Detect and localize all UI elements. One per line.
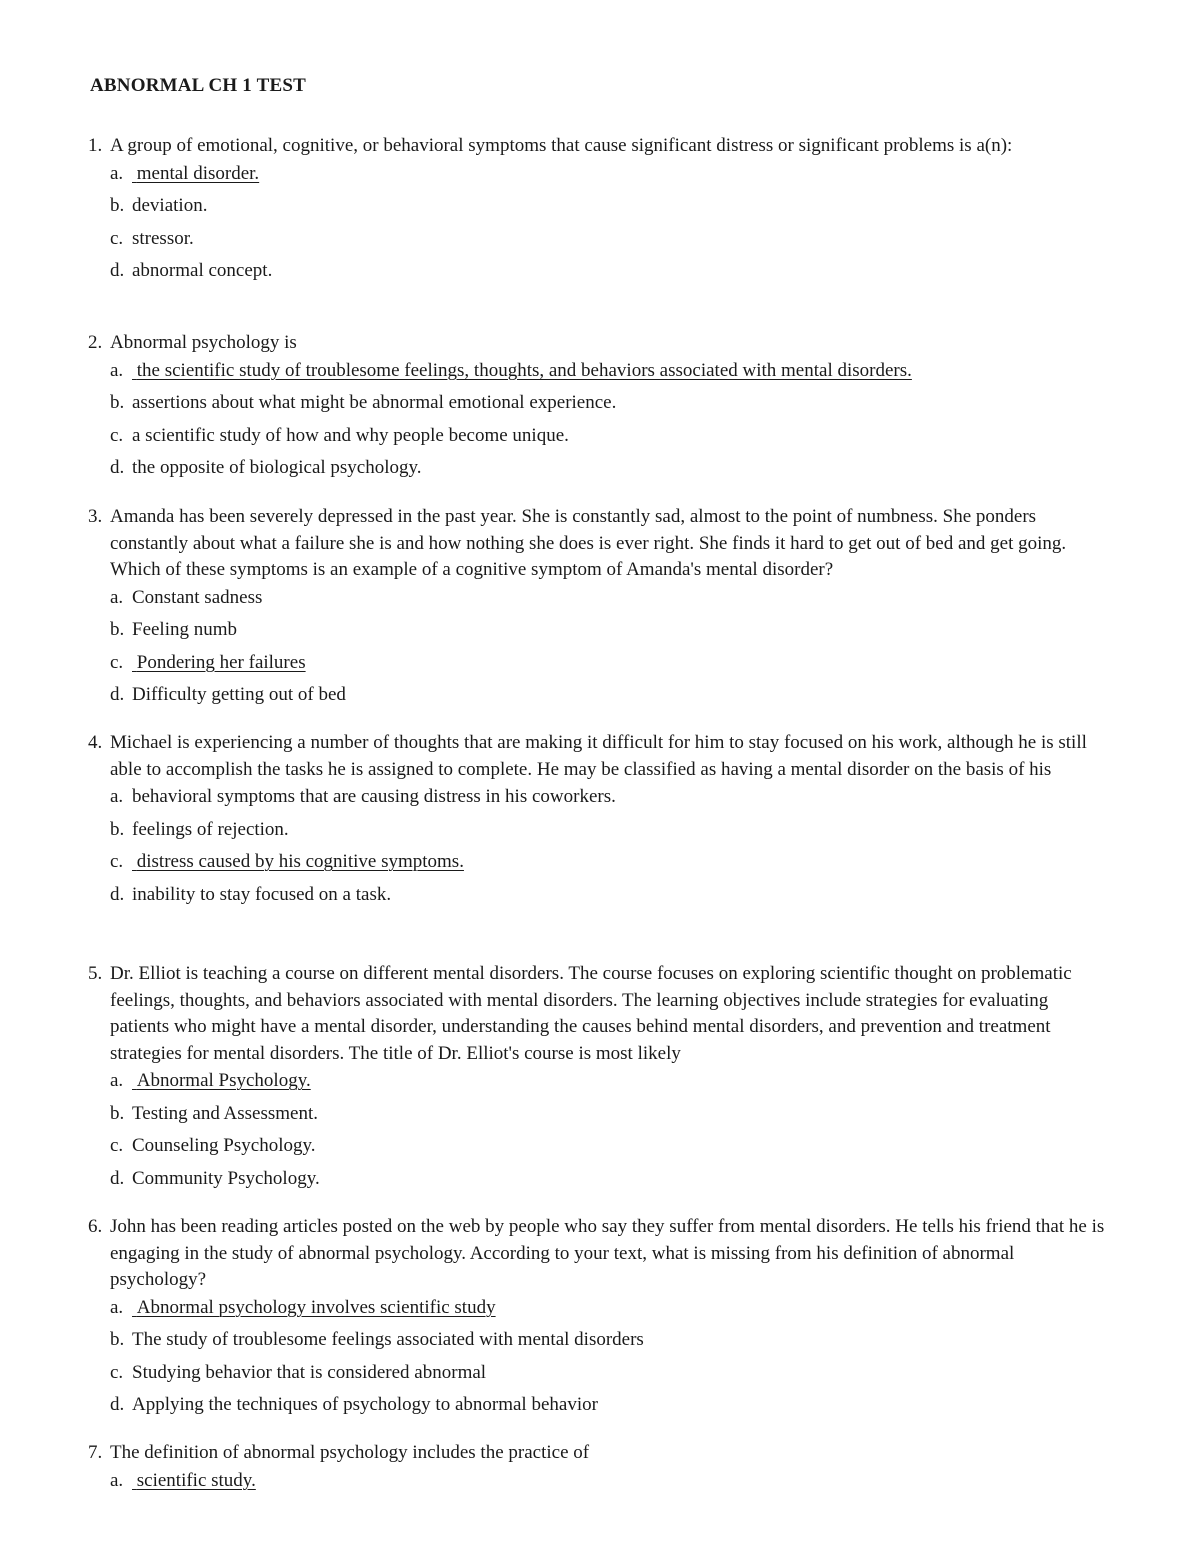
question-number: 7. [88,1442,103,1463]
option-text: Studying behavior that is considered abnormal [132,1361,487,1383]
option-letter: c. [110,651,124,673]
answer-option-d [110,683,1118,706]
answer-options [110,359,1118,480]
answer-options [110,586,1118,707]
question-2 [88,330,1118,479]
option-letter: c. [110,424,124,446]
option-letter: d. [110,457,125,478]
answer-options [110,1296,1118,1417]
question-text: Michael is experiencing a number of thoughts that are making it difficult for him to stay focused on his work, although he is still able to accomplish the tasks he is assigned to complete. He may be classified as having a mental disorder on the basis of his [110,732,1087,780]
answer-option-a [110,586,1118,609]
answer-option-d [110,1167,1118,1190]
answer-option-c [110,227,1118,250]
question-number: 6. [88,1216,103,1237]
answer-options [110,162,1118,283]
answer-option-a [110,359,1118,382]
option-text: Applying the techniques of psychology to abnormal behavior [132,1394,598,1415]
option-letter: a. [110,1469,124,1491]
question-text: The definition of abnormal psychology includes the practice of [110,1442,590,1463]
question-text: John has been reading articles posted on the web by people who say they suffer from mental disorders. He tells his friend that he is engaging in the study of abnormal psychology. According to your text, what is missing from his definition of abnormal psychology? [110,1216,1105,1290]
correct-answer-text: Abnormal Psychology. [136,1070,311,1091]
question-stem [88,1440,1118,1467]
answer-option-c [110,850,1118,873]
option-text: Community Psychology. [132,1167,320,1189]
question-stem [88,504,1118,584]
option-letter: c. [110,1135,124,1156]
option-letter: c. [110,1361,124,1383]
option-letter: d. [110,883,125,905]
option-text: assertions about what might be abnormal emotional experience. [132,392,617,413]
option-text: The study of troublesome feelings associated with mental disorders [132,1329,644,1350]
question-text: Amanda has been severely depressed in the past year. She is constantly sad, almost to the point of numbness. She ponders constantly about what a failure she is and how nothing she does is ever right. She finds it hard to get out of bed and get going. Which of these symptoms is an example of a cognitive symptom of Amanda's mental disorder? [110,506,1067,580]
option-text: a scientific study of how and why people become unique. [132,424,569,446]
option-letter: d. [110,1394,125,1415]
question-stem [88,133,1118,160]
question-number: 1. [88,135,103,156]
correct-answer-text: distress caused by his cognitive symptoms. [136,851,464,872]
question-7 [88,1440,1118,1492]
answer-option-c [110,1361,1118,1384]
answer-option-a [110,162,1118,185]
option-letter: a. [110,586,124,608]
answer-option-b [110,1102,1118,1125]
option-letter: c. [110,227,124,249]
answer-option-a [110,1469,1118,1492]
question-stem [88,730,1118,783]
answer-option-b [110,1328,1118,1351]
correct-answer-text: Abnormal psychology involves scientific study [136,1296,496,1318]
answer-option-d [110,1393,1118,1416]
answer-option-c [110,651,1118,674]
option-letter: a. [110,1296,124,1318]
answer-option-b [110,618,1118,641]
option-letter: d. [110,684,125,705]
answer-option-a [110,1296,1118,1319]
question-number: 4. [88,732,103,753]
answer-option-d [110,259,1118,282]
answer-options [110,1469,1118,1492]
question-5 [88,961,1118,1190]
correct-answer-text: Pondering her failures [136,651,306,673]
option-letter: a. [110,786,124,807]
option-text: the opposite of biological psychology. [132,457,422,478]
question-number: 2. [88,332,103,353]
option-letter: b. [110,1329,125,1350]
answer-option-a [110,785,1118,808]
option-letter: d. [110,1167,125,1189]
answer-option-b [110,818,1118,841]
option-text: inability to stay focused on a task. [132,883,392,905]
option-text: stressor. [132,227,194,249]
option-text: Constant sadness [132,586,263,608]
option-text: behavioral symptoms that are causing distress in his coworkers. [132,786,616,807]
option-letter: b. [110,818,125,840]
answer-option-c [110,424,1118,447]
option-letter: d. [110,260,125,281]
option-letter: a. [110,162,124,184]
question-stem [88,961,1118,1067]
option-letter: a. [110,359,124,381]
option-text: Difficulty getting out of bed [132,684,346,705]
document-title: ABNORMAL CH 1 TEST [90,75,306,96]
answer-options [110,785,1118,906]
option-letter: c. [110,851,124,872]
option-letter: b. [110,195,125,216]
question-4 [88,730,1118,906]
answer-option-b [110,391,1118,414]
question-text: Dr. Elliot is teaching a course on different mental disorders. The course focuses on exploring scientific thought on problematic feelings, thoughts, and behaviors associated with mental disorders. The learning objectives include strategies for evaluating patients who might have a mental disorder, understanding the causes behind mental disorders, and prevention and treatment strategies for mental disorders. The title of Dr. Elliot's course is most likely [110,963,1072,1064]
answer-option-b [110,194,1118,217]
option-letter: b. [110,1102,125,1124]
question-1 [88,133,1118,282]
option-text: Testing and Assessment. [132,1102,319,1124]
question-stem [88,330,1118,357]
answer-options [110,1069,1118,1190]
correct-answer-text: the scientific study of troublesome feelings, thoughts, and behaviors associated with mental disorders. [136,359,912,381]
answer-option-a [110,1069,1118,1092]
answer-option-c [110,1134,1118,1157]
answer-option-d [110,883,1118,906]
question-text: A group of emotional, cognitive, or behavioral symptoms that cause significant distress or significant problems is a(n): [110,135,1013,156]
option-text: Feeling numb [132,619,238,640]
question-3 [88,504,1118,706]
question-6 [88,1214,1118,1416]
question-text: Abnormal psychology is [110,332,297,353]
option-letter: b. [110,392,125,413]
option-text: abnormal concept. [132,260,273,281]
question-number: 3. [88,506,103,527]
question-stem [88,1214,1118,1294]
option-letter: b. [110,619,125,640]
option-text: feelings of rejection. [132,818,289,840]
option-letter: a. [110,1070,124,1091]
option-text: Counseling Psychology. [132,1135,316,1156]
correct-answer-text: mental disorder. [136,162,260,184]
option-text: deviation. [132,195,208,216]
answer-option-d [110,456,1118,479]
correct-answer-text: scientific study. [136,1469,256,1491]
question-number: 5. [88,963,103,984]
